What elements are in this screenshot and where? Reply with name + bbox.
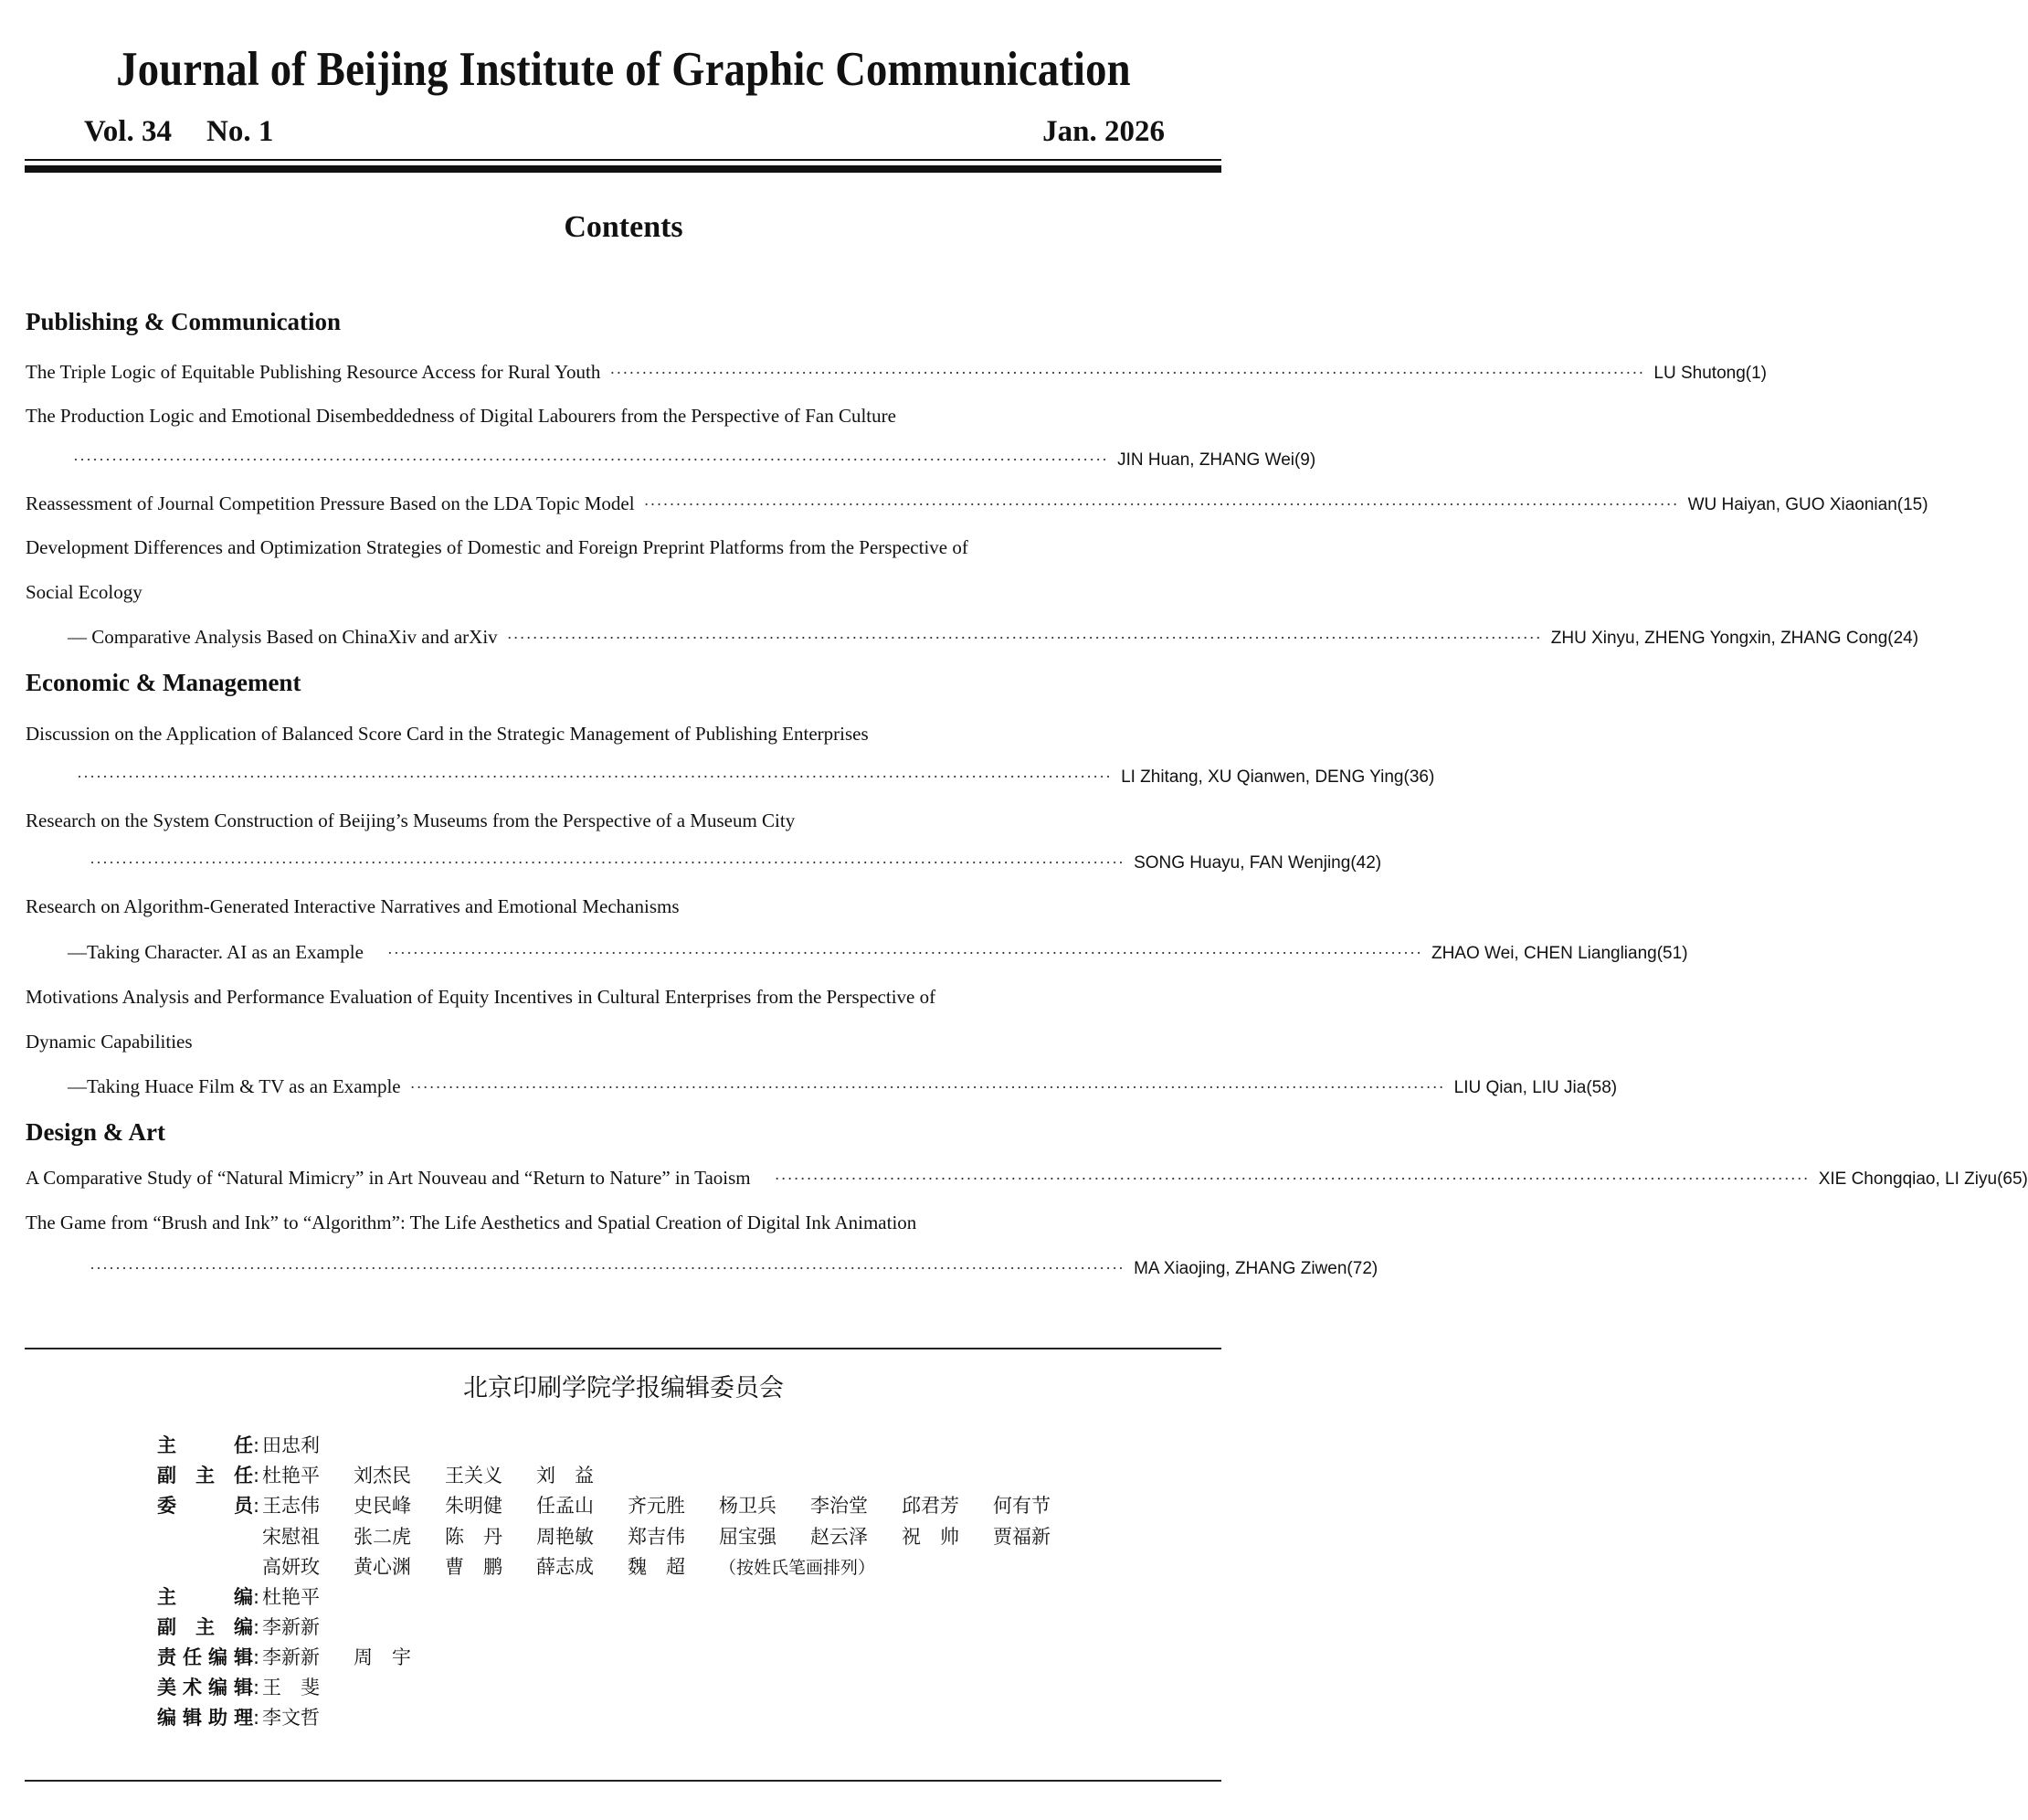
board-member: 李文哲 xyxy=(262,1707,320,1729)
dot-leader: ·································································································································································· xyxy=(73,450,1109,469)
board-row: 委员 : 王志伟 史民峰 朱明健 任孟山 齐元胜 杨卫兵 李治堂 邱君芳 何有节 xyxy=(157,1491,1084,1521)
page-number: (65) xyxy=(1997,1169,2028,1189)
dot-leader: ·································································································································································· xyxy=(506,629,1542,647)
board-member: 王 斐 xyxy=(262,1677,320,1698)
page-number: (58) xyxy=(1586,1078,1618,1097)
board-member: 齐元胜 xyxy=(628,1495,685,1517)
board-member: 王关义 xyxy=(445,1465,502,1487)
toc-entry[interactable] xyxy=(68,939,1688,967)
board-member: 祝 帅 xyxy=(902,1526,959,1548)
article-title: The Triple Logic of Equitable Publishing Resource Access for Rural Youth xyxy=(26,361,601,383)
board-role: 委员 xyxy=(157,1495,253,1517)
article-title-cont: Dynamic Capabilities xyxy=(26,1031,193,1053)
board-member: 刘 益 xyxy=(536,1465,594,1487)
dot-leader: ·································································································································································· xyxy=(386,944,1422,962)
board-row: 副主编 : 李新新 xyxy=(157,1613,354,1643)
section-heading: Publishing & Communication xyxy=(26,308,342,335)
board-member: 魏 超 xyxy=(628,1556,685,1578)
toc-entry[interactable] xyxy=(68,1074,1618,1101)
article-title[interactable]: Research on Algorithm-Generated Interactive Narratives and Emotional Mechanisms xyxy=(26,895,680,917)
editorial-board-title: 北京印刷学院学报编辑委员会 xyxy=(463,1374,784,1402)
article-authors: SONG Huayu, FAN Wenjing(42) xyxy=(1134,853,1382,873)
header-rule-thick xyxy=(25,165,1221,173)
board-member: 杨卫兵 xyxy=(719,1495,776,1517)
toc-entry[interactable] xyxy=(77,764,1435,790)
board-member: 邱君芳 xyxy=(902,1495,959,1517)
board-member: 周 宇 xyxy=(354,1646,411,1668)
board-member: 李治堂 xyxy=(810,1495,868,1517)
article-authors: MA Xiaojing, ZHANG Ziwen(72) xyxy=(1134,1259,1378,1278)
board-row: 美术编辑 : 王 斐 xyxy=(157,1673,354,1703)
board-role: 编辑助理 xyxy=(157,1707,253,1729)
article-authors: JIN Huan, ZHANG Wei(9) xyxy=(1117,450,1316,470)
board-member: 田忠利 xyxy=(262,1434,320,1456)
board-bottom-rule xyxy=(25,1780,1221,1782)
board-member: 朱明健 xyxy=(445,1495,502,1517)
page-number: (9) xyxy=(1294,450,1316,470)
dot-leader: ·································································································································································· xyxy=(609,364,1645,382)
board-member: 高妍玫 xyxy=(262,1556,320,1578)
board-member: 何有节 xyxy=(993,1495,1051,1517)
board-member: 杜艳平 xyxy=(262,1465,320,1487)
article-title[interactable]: Motivations Analysis and Performance Evaluation of Equity Incentives in Cultural Enterprises from the Perspective of xyxy=(26,986,936,1008)
board-member: 陈 丹 xyxy=(445,1526,502,1548)
board-member: 郑吉伟 xyxy=(628,1526,685,1548)
board-role: 副主任 xyxy=(157,1465,253,1487)
board-member: 曹 鹏 xyxy=(445,1556,502,1578)
page-number: (1) xyxy=(1745,364,1768,383)
board-member: 屈宝强 xyxy=(719,1526,776,1548)
board-member: 刘杰民 xyxy=(354,1465,411,1487)
toc-entry[interactable] xyxy=(26,359,1768,386)
board-member: 李新新 xyxy=(262,1646,320,1668)
article-title[interactable]: Discussion on the Application of Balanced Score Card in the Strategic Management of Publishing Enterprises xyxy=(26,723,869,745)
article-title[interactable]: Research on the System Construction of Beijing’s Museums from the Perspective of a Museum City xyxy=(26,809,796,831)
dot-leader: ·································································································································································· xyxy=(90,1259,1125,1277)
board-row: 主任 : 田忠利 xyxy=(157,1431,354,1461)
page-number: (24) xyxy=(1887,629,1919,648)
page-number: (36) xyxy=(1403,767,1435,787)
article-title[interactable]: The Game from “Brush and Ink” to “Algorithm”: The Life Aesthetics and Spatial Creation of Digital Ink Animation xyxy=(26,1212,917,1233)
section-heading: Economic & Management xyxy=(26,669,301,696)
board-member: 史民峰 xyxy=(354,1495,411,1517)
dot-leader: ·································································································································································· xyxy=(90,853,1125,872)
article-title: A Comparative Study of “Natural Mimicry” in Art Nouveau and “Return to Nature” in Taoism xyxy=(26,1167,751,1189)
article-authors: WU Haiyan, GUO Xiaonian(15) xyxy=(1687,495,1928,514)
article-authors: ZHU Xinyu, ZHENG Yongxin, ZHANG Cong(24) xyxy=(1550,629,1919,648)
article-authors: ZHAO Wei, CHEN Liangliang(51) xyxy=(1431,944,1688,963)
board-top-rule xyxy=(25,1348,1221,1349)
board-row: 副主任 : 杜艳平 刘杰民 王关义 刘 益 xyxy=(157,1461,628,1491)
article-title[interactable]: The Production Logic and Emotional Disembeddedness of Digital Labourers from the Perspective of Fan Culture xyxy=(26,405,896,427)
page-number: (42) xyxy=(1350,853,1382,873)
journal-title: Journal of Beijing Institute of Graphic Communication xyxy=(116,43,1131,96)
dot-leader: ·································································································································································· xyxy=(77,767,1113,786)
board-member: 黄心渊 xyxy=(354,1556,411,1578)
board-member: 薛志成 xyxy=(536,1556,594,1578)
dot-leader: ·································································································································································· xyxy=(409,1078,1445,1096)
toc-entry[interactable] xyxy=(90,850,1382,876)
toc-entry[interactable] xyxy=(90,1255,1378,1282)
article-subtitle: —Taking Huace Film & TV as an Example xyxy=(68,1075,401,1097)
article-subtitle: —Taking Character. AI as an Example xyxy=(68,941,364,963)
toc-entry[interactable] xyxy=(73,447,1316,473)
board-role: 责任编辑 xyxy=(157,1646,253,1668)
board-member: 贾福新 xyxy=(993,1526,1051,1548)
issue-date: Jan. 2026 xyxy=(1042,115,1165,148)
board-member: 李新新 xyxy=(262,1616,320,1638)
issue-number: No. 1 xyxy=(206,115,274,148)
volume: Vol. 34 xyxy=(84,115,172,148)
volume-issue xyxy=(84,113,308,150)
board-member: 张二虎 xyxy=(354,1526,411,1548)
board-member: 周艳敏 xyxy=(536,1526,594,1548)
page-number: (72) xyxy=(1347,1259,1378,1278)
article-title[interactable]: Development Differences and Optimization Strategies of Domestic and Foreign Preprint Platforms from the Perspective of xyxy=(26,536,968,558)
board-row: 责任编辑 : 李新新 周 宇 xyxy=(157,1643,445,1673)
board-row xyxy=(262,1552,875,1583)
board-role: 主编 xyxy=(157,1586,253,1608)
board-role: 副主编 xyxy=(157,1616,253,1638)
dot-leader: ·································································································································································· xyxy=(643,495,1679,513)
dot-leader: ·································································································································································· xyxy=(774,1169,1810,1188)
page-number: (51) xyxy=(1656,944,1688,963)
toc-entry[interactable] xyxy=(68,624,1919,651)
section-heading: Design & Art xyxy=(26,1118,165,1146)
board-row xyxy=(262,1522,1084,1552)
board-member: 任孟山 xyxy=(536,1495,594,1517)
article-subtitle: — Comparative Analysis Based on ChinaXiv and arXiv xyxy=(68,626,498,648)
board-role: 主任 xyxy=(157,1434,253,1456)
board-row: 编辑助理 : 李文哲 xyxy=(157,1703,354,1733)
contents-heading: Contents xyxy=(564,210,683,244)
board-member: 宋慰祖 xyxy=(262,1526,320,1548)
article-title-cont: Social Ecology xyxy=(26,581,143,603)
article-authors: LI Zhitang, XU Qianwen, DENG Ying(36) xyxy=(1121,767,1435,787)
board-member: 赵云泽 xyxy=(810,1526,868,1548)
article-title: Reassessment of Journal Competition Pressure Based on the LDA Topic Model xyxy=(26,492,635,514)
board-member: 王志伟 xyxy=(262,1495,320,1517)
board-role: 美术编辑 xyxy=(157,1677,253,1698)
board-member: 杜艳平 xyxy=(262,1586,320,1608)
article-authors: LU Shutong(1) xyxy=(1653,364,1768,383)
header-rule-thin xyxy=(25,159,1221,161)
ordering-note: （按姓氏笔画排列） xyxy=(719,1558,876,1578)
article-authors: LIU Qian, LIU Jia(58) xyxy=(1453,1078,1618,1097)
toc-entry[interactable] xyxy=(26,491,1928,518)
article-authors: XIE Chongqiao, LI Ziyu(65) xyxy=(1818,1169,2028,1189)
toc-entry[interactable] xyxy=(26,1165,2028,1192)
board-row: 主编 : 杜艳平 xyxy=(157,1582,354,1613)
page-number: (15) xyxy=(1896,495,1928,514)
